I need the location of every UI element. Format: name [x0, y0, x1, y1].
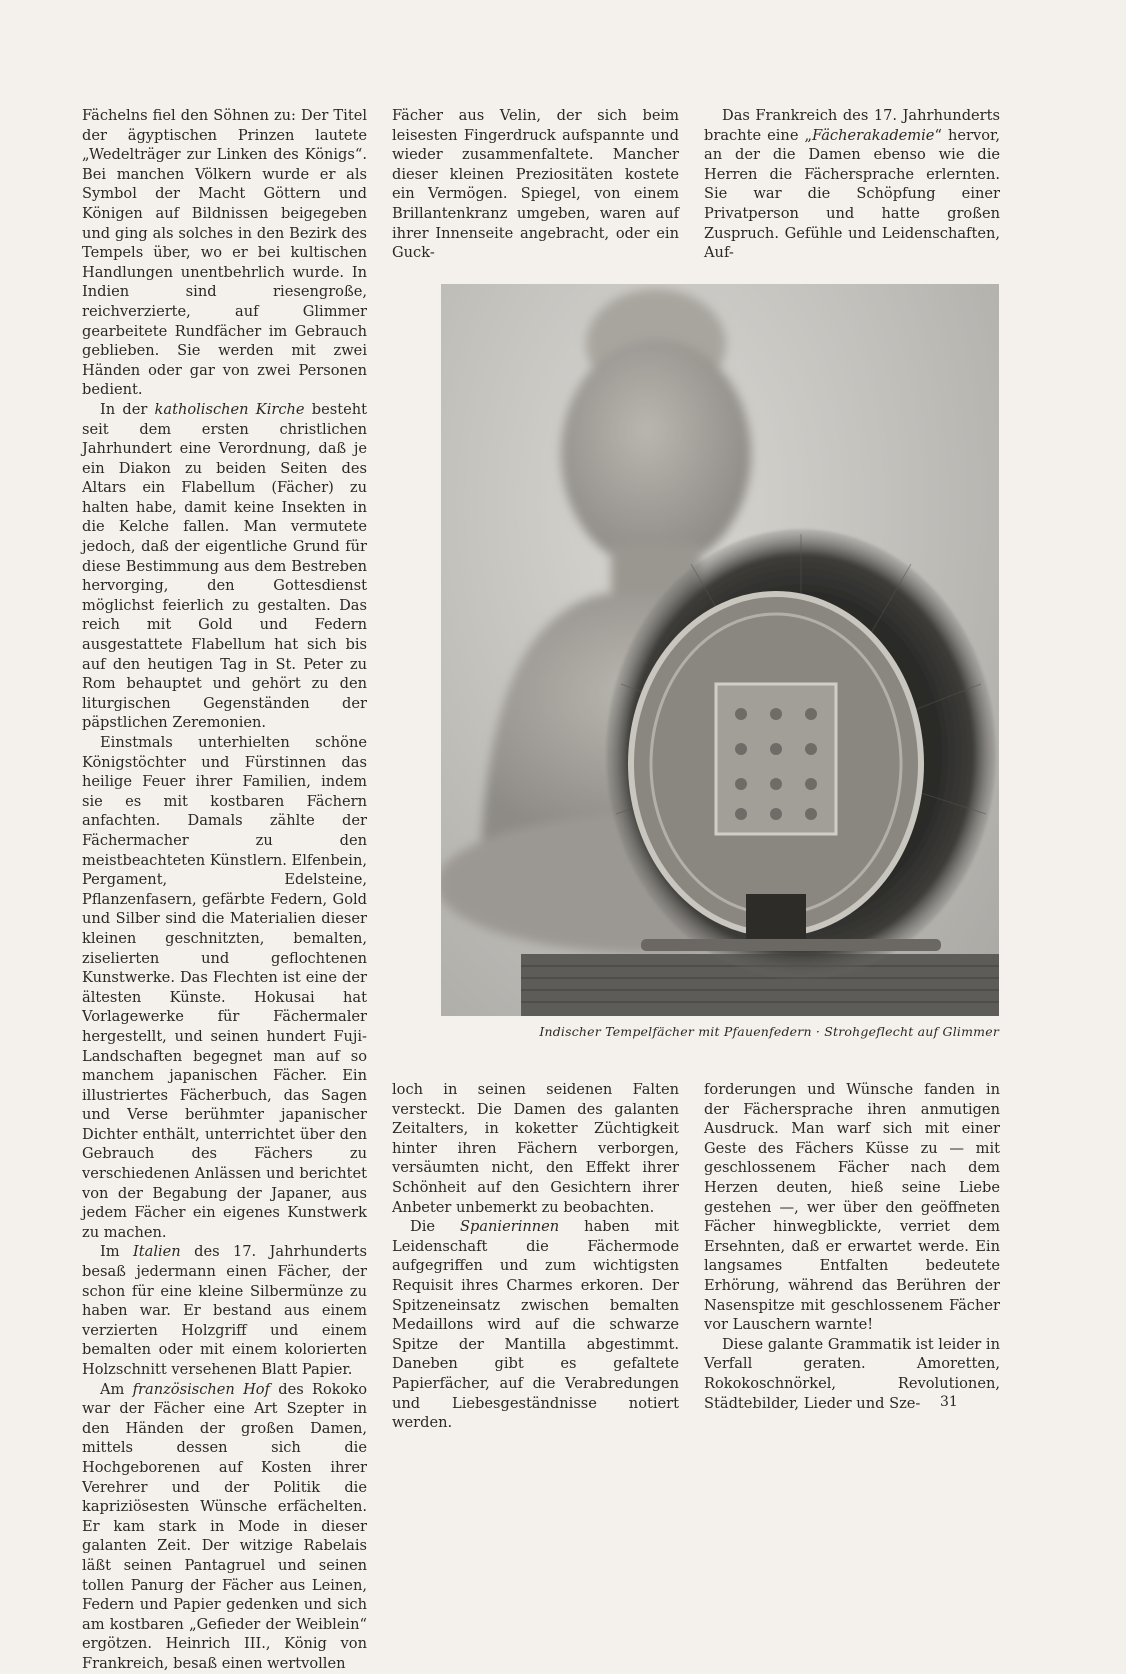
paragraph: In der katholischen Kirche besteht seit dem ersten christlichen Jahrhundert eine Verordnung, daß je ein Diakon zu beiden Seiten des Altars ein Flabellum (Fächer) zu halten habe, damit keine Insekten in die Kelche fallen. Man vermutete jedoch, daß der eigentliche Grund für diese Bestimmung aus dem Bestreben hervorging, den Gottesdienst möglichst feierlich zu gestalten. Das reich mit Gold und Federn ausgestattete Flabellum hat sich bis auf den heutigen Tag in St. Peter zu Rom behauptet und gehört zu den liturgischen Gegenständen der päpstlichen Zeremonien.	[82, 400, 367, 732]
paragraph: Diese galante Grammatik ist leider in Verfall geraten. Amoretten, Rokokoschnörkel, Revolutionen, Städtebilder, Lieder und Sze-	[704, 1335, 1000, 1412]
photo-buddha-temple-fan	[441, 284, 999, 1016]
photo-caption: Indischer Tempelfächer mit Pfauenfedern · Strohgeflecht auf Glimmer	[539, 1024, 999, 1039]
paragraph: Einstmals unterhielten schöne Königstöchter und Fürstinnen das heilige Feuer ihrer Familien, indem sie es mit kostbaren Fächern anfachten. Damals zählte der Fächermacher zu den meistbeachteten Künstlern. Elfenbein, Pergament, Edelsteine, Pflanzenfasern, gefärbte Federn, Gold und Silber sind die Materialien dieser kleinen geschnitzten, bemalten, ziselierten und geflochtenen Kunstwerke. Das Flechten ist eine der ältesten Künste. Hokusai hat Vorlagewerke für Fächermaler hergestellt, und seinen hundert Fuji-Landschaften begegnet man auf so manchem japanischen Fächer. Ein illustriertes Fächerbuch, das Sagen und Verse berühmter japanischer Dichter enthält, unterrichtet über den Gebrauch des Fächers zu verschiedenen Anlässen und berichtet von der Begabung der Japaner, aus jedem Fächer ein eigenes Kunstwerk zu machen.	[82, 734, 367, 1241]
text-column-right-bottom	[704, 1080, 1000, 1413]
text-column-right-top	[704, 106, 1000, 263]
paragraph: Fächer aus Velin, der sich beim leisesten Fingerdruck aufspannte und wieder zusammenfaltete. Mancher dieser kleinen Preziositäten kostete ein Vermögen. Spiegel, von einem Brillantenkranz umgeben, waren auf ihrer Innenseite angebracht, oder ein Guck-	[392, 107, 679, 262]
paragraph: loch in seinen seidenen Falten versteckt. Die Damen des galanten Zeitalters, in koketter Züchtigkeit hinter ihren Fächern verborgen, versäumten nicht, den Effekt ihrer Schönheit auf den Gesichtern ihrer Anbeter unbemerkt zu beobachten.	[392, 1081, 679, 1216]
paragraph: Fächelns fiel den Söhnen zu: Der Titel der ägyptischen Prinzen lautete „Wedelträger zur Linken des Königs“. Bei manchen Völkern wurde er als Symbol der Macht Göttern und Königen auf Bildnissen beigegeben und ging als solches in den Bezirk des Tempels über, wo er bei kultischen Handlungen unentbehrlich wurde. In Indien sind riesengroße, reichverzierte, auf Glimmer gearbeitete Rundfächer im Gebrauch geblieben. Sie werden mit zwei Händen oder gar von zwei Personen bedient.	[82, 107, 367, 399]
text-column-middle-top	[392, 106, 679, 263]
paragraph: Die Spanierinnen haben mit Leidenschaft die Fächermode aufgegriffen und zum wichtigsten Requisit ihres Charmes erkoren. Der Spitzeneinsatz zwischen bemalten Medaillons wird auf die schwarze Spitze der Mantilla abgestimmt. Daneben gibt es gefaltete Papierfächer, auf die Verabredungen und Liebesgeständnisse notiert werden.	[392, 1218, 679, 1432]
text-column-left	[82, 106, 367, 1674]
text-column-middle-bottom	[392, 1080, 679, 1433]
page-number: 31	[940, 1394, 958, 1410]
paragraph: Im Italien des 17. Jahrhunderts besaß jedermann einen Fächer, der schon für eine kleine Silbermünze zu haben war. Er bestand aus einem verzierten Holzgriff und einem bemalten oder mit einem kolorierten Holzschnitt versehenen Blatt Papier.	[82, 1243, 367, 1378]
photo-illustration	[441, 284, 999, 1016]
paragraph: Am französischen Hof des Rokoko war der Fächer eine Art Szepter in den Händen der großen Damen, mittels dessen sich die Hochgeborenen auf Kosten ihrer Verehrer und der Politik die kapriziösesten Wünsche erfächelten. Er kam stark in Mode in dieser galanten Zeit. Der witzige Rabelais läßt seinen Pantagruel und seinen tollen Panurg der Fächer aus Leinen, Federn und Papier gedenken und sich am kostbaren „Gefieder der Weiblein“ ergötzen. Heinrich III., König von Frankreich, besaß einen wertvollen	[82, 1380, 367, 1672]
paragraph: Das Frankreich des 17. Jahrhunderts brachte eine „Fächerakademie“ hervor, an der die Damen ebenso wie die Herren die Fächersprache erlernten. Sie war die Schöpfung einer Privatperson und hatte großen Zuspruch. Gefühle und Leidenschaften, Auf-	[704, 107, 1000, 262]
paragraph: forderungen und Wünsche fanden in der Fächersprache ihren anmutigen Ausdruck. Man warf sich mit einer Geste des Fächers Küsse zu — mit geschlossenem Fächer nach dem Herzen deuten, hieß seine Liebe gestehen —, wer über den geöffneten Fächer hinwegblickte, verriet dem Ersehnten, daß er erwartet werde. Ein langsames Entfalten bedeutete Erhörung, während das Berühren der Nasenspitze mit geschlossenem Fächer vor Lauschern warnte!	[704, 1081, 1000, 1334]
